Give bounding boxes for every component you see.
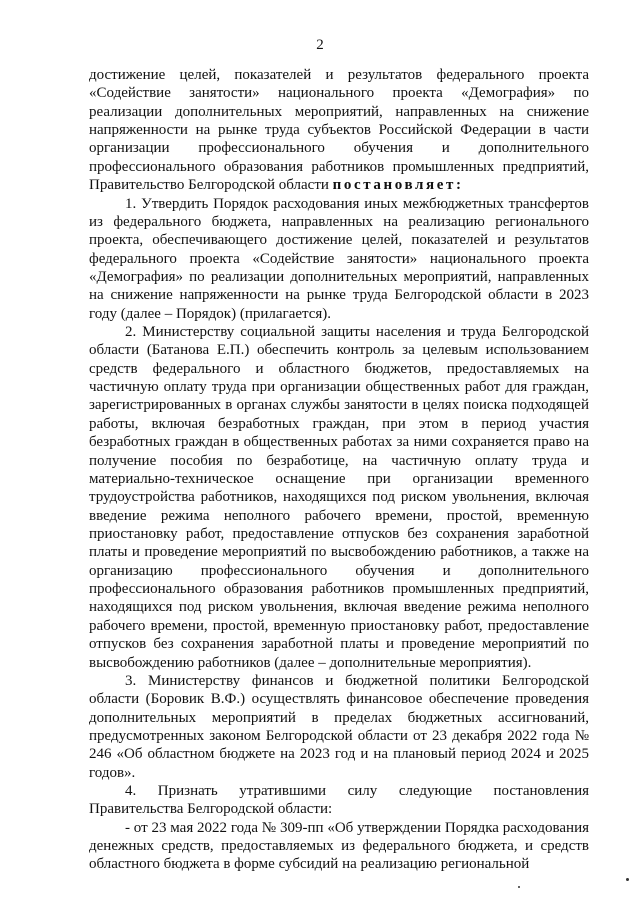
paragraph-item-2: 2. Министерству социальной защиты населения и труда Белгородской области (Батанова Е.П.) обеспечить контроль за целевым использованием средств федерального и областного бюджетов, предоставляемых на частичную оплату труда при организации общественных работ для граждан, зарегистрированных в органах службы занятости в целях поиска подходящей работы, включая безработных граждан, при этом в период участия безработных граждан в общественных работах за ними сохраняется право на получение пособия по безработице, на частичную оплату труда и материально-техническое оснащение при организации временного трудоустройства работников, находящихся под риском увольнения, включая введение режима неполного рабочего времени, простой, временную приостановку работ, предоставление отпусков без сохранения заработной платы и проведение мероприятий по высвобождению работников, а также на организацию профессионального обучения и дополнительного профессионального образования работников промышленных предприятий, находящихся под риском увольнения, включая введение режима неполного рабочего времени, простой, временную приостановку работ, предоставление отпусков без сохранения заработной платы и проведение мероприятий по высвобождению работников (далее – дополнительные мероприятия). — [89, 324, 589, 671]
page-number: 2 — [316, 37, 324, 53]
scan-speck — [518, 886, 520, 888]
document-body — [89, 66, 589, 874]
paragraph-preamble — [89, 66, 589, 195]
paragraph-item-1: 1. Утвердить Порядок расходования иных межбюджетных трансфертов из федерального бюджета, направленных на реализацию регионального проекта, обеспечивающего достижение целей, показателей и результатов федерального проекта «Содействие занятости» национального проекта «Демография» по реализации дополнительных мероприятий, направленных на снижение напряженности на рынке труда Белгородской области в 2023 году (далее – Порядок) (прилагается). — [89, 195, 589, 322]
resolution-keyword: постановляет: — [332, 177, 464, 194]
paragraph-list-item: - от 23 мая 2022 года № 309-пп «Об утверждении Порядка расходования денежных средств, предоставляемых из федерального бюджета, и средств областного бюджета в форме субсидий на реализацию региональной — [89, 819, 589, 873]
paragraph-item-4: 4. Признать утратившими силу следующие постановления Правительства Белгородской области: — [89, 783, 589, 818]
paragraph-item-3: 3. Министерству финансов и бюджетной политики Белгородской области (Боровик В.Ф.) осуществлять финансовое обеспечение проведения дополнительных мероприятий в пределах бюджетных ассигнований, предусмотренных законом Белгородской области от 23 декабря 2022 года № 246 «Об областном бюджете на 2023 год и на плановый период 2024 и 2025 годов». — [89, 672, 589, 781]
preamble-text: достижение целей, показателей и результатов федерального проекта «Содействие занятости» национального проекта «Демография» по реализации дополнительных мероприятий, направленных на снижение напряженности на рынке труда субъектов Российской Федерации в части организации профессионального обучения и дополнительного профессионального образования работников промышленных предприятий, Правительство Белгородской области — [89, 67, 589, 194]
scan-speck — [626, 878, 629, 881]
